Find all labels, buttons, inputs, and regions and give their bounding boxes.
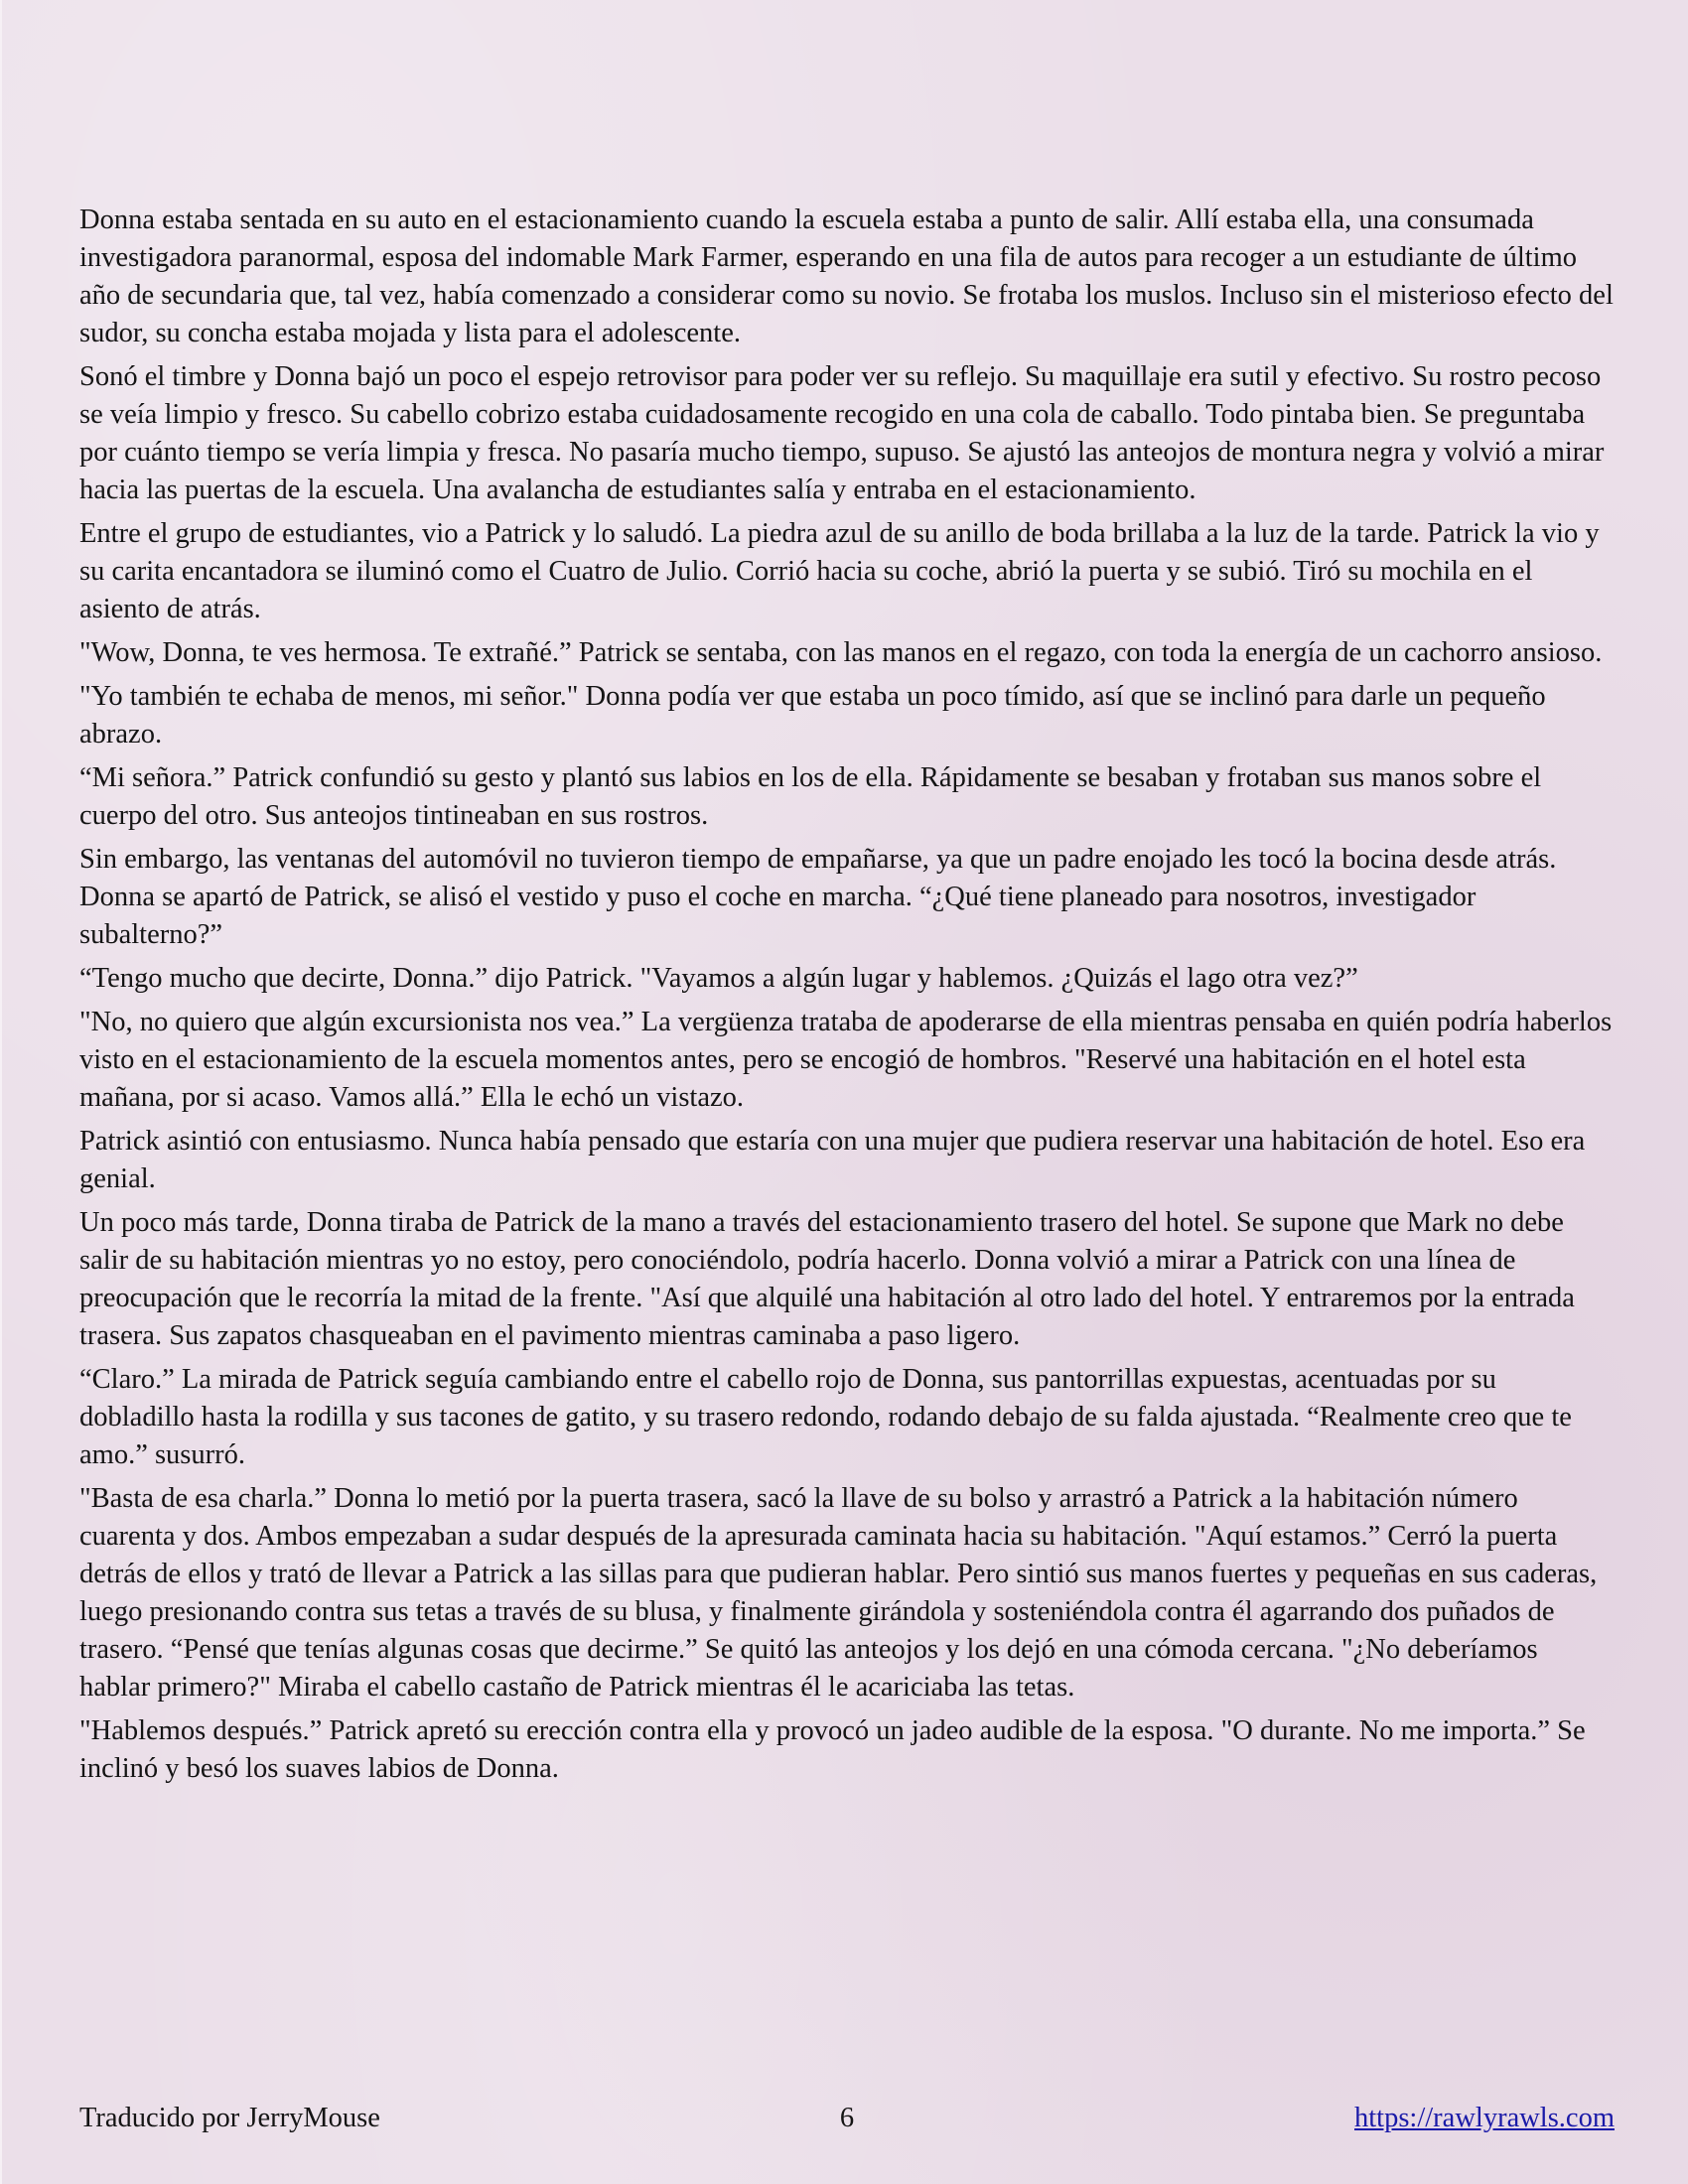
paragraph-4: "Wow, Donna, te ves hermosa. Te extrañé.” Patrick se sentaba, con las manos en el regazo, con toda la energía de un cachorro ansioso. — [79, 637, 1603, 668]
paragraph-2: Sonó el timbre y Donna bajó un poco el espejo retrovisor para poder ver su reflejo. Su maquillaje era sutil y efectivo. Su rostro pecoso se veía limpio y fresco. Su cabello cobrizo estaba cuidadosamente recogido en una cola de caballo. Todo pintaba bien. Se preguntaba por cuánto tiempo se vería limpia y fresca. No pasaría mucho tiempo, supuso. Se ajustó las anteojos de montura negra y volvió a mirar hacia las puertas de la escuela. Una avalancha de estudiantes salía y entraba en el estacionamiento. — [79, 361, 1605, 505]
paragraph-10: Patrick asintió con entusiasmo. Nunca había pensado que estaría con una mujer que pudiera reservar una habitación de hotel. Eso era genial. — [79, 1126, 1586, 1194]
paragraph-11: Un poco más tarde, Donna tiraba de Patrick de la mano a través del estacionamiento trasero del hotel. Se supone que Mark no debe salir de su habitación mientras yo no estoy, pero conociéndolo, podría hacerlo. Donna volvió a mirar a Patrick con una línea de preocupación que le recorría la mitad de la frente. "Así que alquilé una habitación al otro lado del hotel. Y entraremos por la entrada trasera. Sus zapatos chasqueaban en el pavimento mientras caminaba a paso ligero. — [79, 1207, 1575, 1351]
paragraph-6: “Mi señora.” Patrick confundió su gesto y plantó sus labios en los de ella. Rápidamente se besaban y frotaban sus manos sobre el cuerpo del otro. Sus anteojos tintineaban en sus rostros. — [79, 762, 1542, 831]
paragraph-9: "No, no quiero que algún excursionista nos vea.” La vergüenza trataba de apoderarse de ella mientras pensaba en quién podría haberlos visto en el estacionamiento de la escuela momentos antes, pero se encogió de hombros. "Reservé una habitación en el hotel esta mañana, por si acaso. Vamos allá.” Ella le echó un vistazo. — [79, 1007, 1613, 1113]
paragraph-8: “Tengo mucho que decirte, Donna.” dijo Patrick. "Vayamos a algún lugar y hablemos. ¿Quizás el lago otra vez?” — [79, 963, 1358, 994]
paragraph-13: "Basta de esa charla.” Donna lo metió por la puerta trasera, sacó la llave de su bolso y arrastró a Patrick a la habitación número cuarenta y dos. Ambos empezaban a sudar después de la apresurada caminata hacia su habitación. "Aquí estamos.” Cerró la puerta detrás de ellos y trató de llevar a Patrick a las sillas para que pudieran hablar. Pero sintió sus manos fuertes y pequeñas en sus caderas, luego presionando contra sus tetas a través de su blusa, y finalmente girándola y sosteniéndola contra él agarrando dos puñados de trasero. “Pensé que tenías algunas cosas que decirme.” Se quitó las anteojos y los dejó en una cómoda cercana. "¿No deberíamos hablar primero?" Miraba el cabello castaño de Patrick mientras él le acariciaba las tetas. — [79, 1483, 1598, 1703]
paragraph-3: Entre el grupo de estudiantes, vio a Patrick y lo saludó. La piedra azul de su anillo de boda brillaba a la luz de la tarde. Patrick la vio y su carita encantadora se iluminó como el Cuatro de Julio. Corrió hacia su coche, abrió la puerta y se subió. Tiró su mochila en el asiento de atrás. — [79, 518, 1600, 624]
website-link[interactable]: https://rawlyrawls.com — [1354, 2103, 1615, 2133]
story-body — [79, 202, 1615, 1794]
paragraph-5: "Yo también te echaba de menos, mi señor." Donna podía ver que estaba un poco tímido, así que se inclinó para darle un pequeño abrazo. — [79, 681, 1546, 750]
page-footer — [79, 2100, 1615, 2139]
paragraph-7: Sin embargo, las ventanas del automóvil no tuvieron tiempo de empañarse, ya que un padre enojado les tocó la bocina desde atrás. Donna se apartó de Patrick, se alisó el vestido y puso el coche en marcha. “¿Qué tiene planeado para nosotros, investigador subalterno?” — [79, 844, 1557, 950]
paragraph-1: Donna estaba sentada en su auto en el estacionamiento cuando la escuela estaba a punto de salir. Allí estaba ella, una consumada investigadora paranormal, esposa del indomable Mark Farmer, esperando en una fila de autos para recoger a un estudiante de último año de secundaria que, tal vez, había comenzado a considerar como su novio. Se frotaba los muslos. Incluso sin el misterioso efecto del sudor, su concha estaba mojada y lista para el adolescente. — [79, 205, 1614, 348]
translator-credit: Traducido por JerryMouse — [79, 2103, 380, 2133]
paragraph-12: “Claro.” La mirada de Patrick seguía cambiando entre el cabello rojo de Donna, sus pantorrillas expuestas, acentuadas por su dobladillo hasta la rodilla y sus tacones de gatito, y su trasero redondo, rodando debajo de su falda ajustada. “Realmente creo que te amo.” susurró. — [79, 1364, 1572, 1470]
page-number: 6 — [839, 2103, 855, 2133]
paragraph-14: "Hablemos después.” Patrick apretó su erección contra ella y provocó un jadeo audible de la esposa. "O durante. No me importa.” Se inclinó y besó los suaves labios de Donna. — [79, 1715, 1586, 1784]
